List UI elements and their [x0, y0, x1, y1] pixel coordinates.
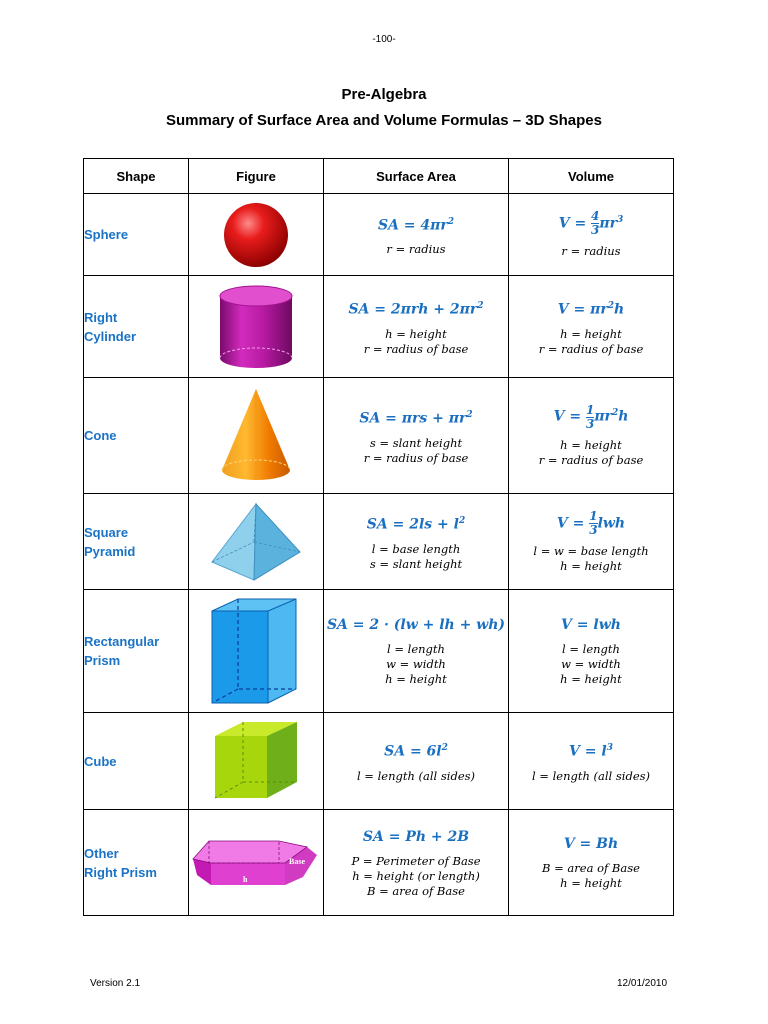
- shape-name-line: Right: [84, 309, 118, 325]
- note: l = length (all sides): [356, 768, 476, 783]
- surface-area-cone: [324, 378, 509, 494]
- shape-name-line: Pyramid: [84, 543, 136, 559]
- formula: V = $\frac{1}{3}$ $\pi r^2h$: [553, 402, 629, 431]
- note: h = height: [385, 672, 447, 686]
- header-surface-area: Surface Area: [324, 159, 509, 194]
- sphere-icon: [221, 200, 291, 270]
- surface-area-pyramid: [324, 494, 509, 590]
- shape-name-line: Prism: [84, 653, 121, 668]
- volume-sphere: [509, 194, 674, 276]
- shape-name-other-prism: [84, 810, 189, 916]
- table-row-rect-prism: [84, 590, 674, 713]
- shape-name-line: Rectangular: [84, 634, 160, 649]
- formula: SA = $4\pi r^2$: [377, 216, 455, 234]
- shape-name-cone: [84, 378, 189, 494]
- note: r = radius of base: [538, 452, 644, 467]
- formula: V = $\frac{1}{3}$ lwh: [556, 508, 626, 537]
- shape-name-line: Square: [84, 524, 129, 540]
- figure-cube: [189, 713, 324, 810]
- note: l = length (all sides): [531, 768, 651, 783]
- note: s = slant height: [369, 435, 463, 450]
- document-title: Pre-Algebra: [341, 86, 427, 103]
- footer-version: Version 2.1: [90, 978, 141, 989]
- figure-other-prism: [189, 810, 324, 916]
- header-figure: Figure: [189, 159, 324, 194]
- figure-pyramid: [189, 494, 324, 590]
- figure-rect-prism: [189, 590, 324, 713]
- formula: SA = $2ls + l^2$: [366, 516, 466, 533]
- note: h = height: [560, 437, 622, 452]
- note: B = area of Base: [542, 861, 640, 875]
- note: r = radius of base: [363, 450, 469, 465]
- note: w = width: [386, 657, 446, 671]
- volume-cylinder: [509, 276, 674, 378]
- surface-area-other-prism: [324, 810, 509, 916]
- note: h = height: [560, 876, 622, 890]
- note: h = height: [560, 672, 622, 686]
- table-row-sphere: [84, 194, 674, 276]
- table-row-cube: [84, 713, 674, 810]
- note: l = length: [387, 642, 445, 656]
- note: h = height: [385, 326, 447, 341]
- shape-name-cylinder: [84, 276, 189, 378]
- figure-cylinder: [189, 276, 324, 378]
- cone-icon: [218, 386, 294, 486]
- formula: $V = l^3$: [569, 743, 613, 760]
- shape-name-line: Other: [84, 845, 119, 861]
- hexagonal-prism-icon: [191, 833, 321, 893]
- table-row-cone: [84, 378, 674, 494]
- rectangular-prism-icon: [208, 595, 304, 707]
- footer-date: 12/01/2010: [617, 978, 668, 989]
- formula: SA = $\pi rs + \pi r^2$: [359, 410, 473, 427]
- shape-name-line: Sphere: [84, 227, 129, 242]
- note: P = Perimeter of Base: [351, 853, 481, 868]
- formula: SA = Ph + 2B: [362, 828, 470, 845]
- volume-cone: [509, 378, 674, 494]
- page-number: -100-: [372, 34, 396, 45]
- note: r = radius of base: [538, 341, 644, 356]
- table-row-pyramid: [84, 494, 674, 590]
- formula: V = Bh: [563, 836, 619, 852]
- shape-name-line: Cone: [84, 428, 117, 443]
- note: h = height: [560, 326, 622, 341]
- header-volume: Volume: [509, 159, 674, 194]
- figure-cone: [189, 378, 324, 494]
- volume-other-prism: [509, 810, 674, 916]
- formula: $V = \pi r^2h$: [557, 301, 625, 318]
- header-shape: Shape: [84, 159, 189, 194]
- table-row-cylinder: [84, 276, 674, 378]
- formula: V = $\frac{4}{3}$ $\pi r^3$: [558, 209, 624, 238]
- formula: SA = $2\pi rh + 2\pi r^2$: [348, 301, 484, 318]
- table-header-row: [84, 159, 674, 194]
- document-subtitle: Summary of Surface Area and Volume Formulas – 3D Shapes: [166, 112, 602, 129]
- note: B = area of Base: [367, 883, 465, 898]
- figure-label-height: h: [243, 874, 248, 884]
- shape-name-pyramid: [84, 494, 189, 590]
- surface-area-cube: [324, 713, 509, 810]
- note: l = length: [562, 642, 620, 656]
- shape-name-cube: [84, 713, 189, 810]
- shape-name-sphere: [84, 194, 189, 276]
- note: r = radius: [386, 242, 446, 257]
- surface-area-rect-prism: [324, 590, 509, 713]
- note: w = width: [561, 657, 621, 671]
- note: r = radius: [561, 244, 621, 259]
- figure-sphere: [189, 194, 324, 276]
- volume-pyramid: [509, 494, 674, 590]
- shape-name-line: Cube: [84, 753, 117, 769]
- volume-rect-prism: [509, 590, 674, 713]
- table-row-other-prism: [84, 810, 674, 916]
- surface-area-cylinder: [324, 276, 509, 378]
- figure-label-base: Base: [289, 856, 305, 866]
- square-pyramid-icon: [208, 500, 304, 584]
- cylinder-icon: [214, 282, 298, 372]
- shape-name-line: Cylinder: [84, 328, 137, 344]
- shape-name-line: Right Prism: [84, 864, 157, 880]
- note: h = height: [560, 558, 622, 573]
- volume-cube: [509, 713, 674, 810]
- note: r = radius of base: [363, 341, 469, 356]
- shape-name-rect-prism: [84, 590, 189, 713]
- surface-area-sphere: [324, 194, 509, 276]
- cube-icon: [211, 720, 301, 802]
- formula: SA = 2 · (lw + lh + wh): [326, 617, 506, 633]
- note: l = base length: [371, 541, 461, 556]
- note: s = slant height: [369, 556, 463, 571]
- note: l = w = base length: [533, 543, 649, 558]
- formula: V = lwh: [561, 617, 621, 633]
- formulas-table: [83, 158, 674, 916]
- note: h = height (or length): [352, 868, 480, 883]
- formula: SA = $6l^2$: [384, 743, 448, 760]
